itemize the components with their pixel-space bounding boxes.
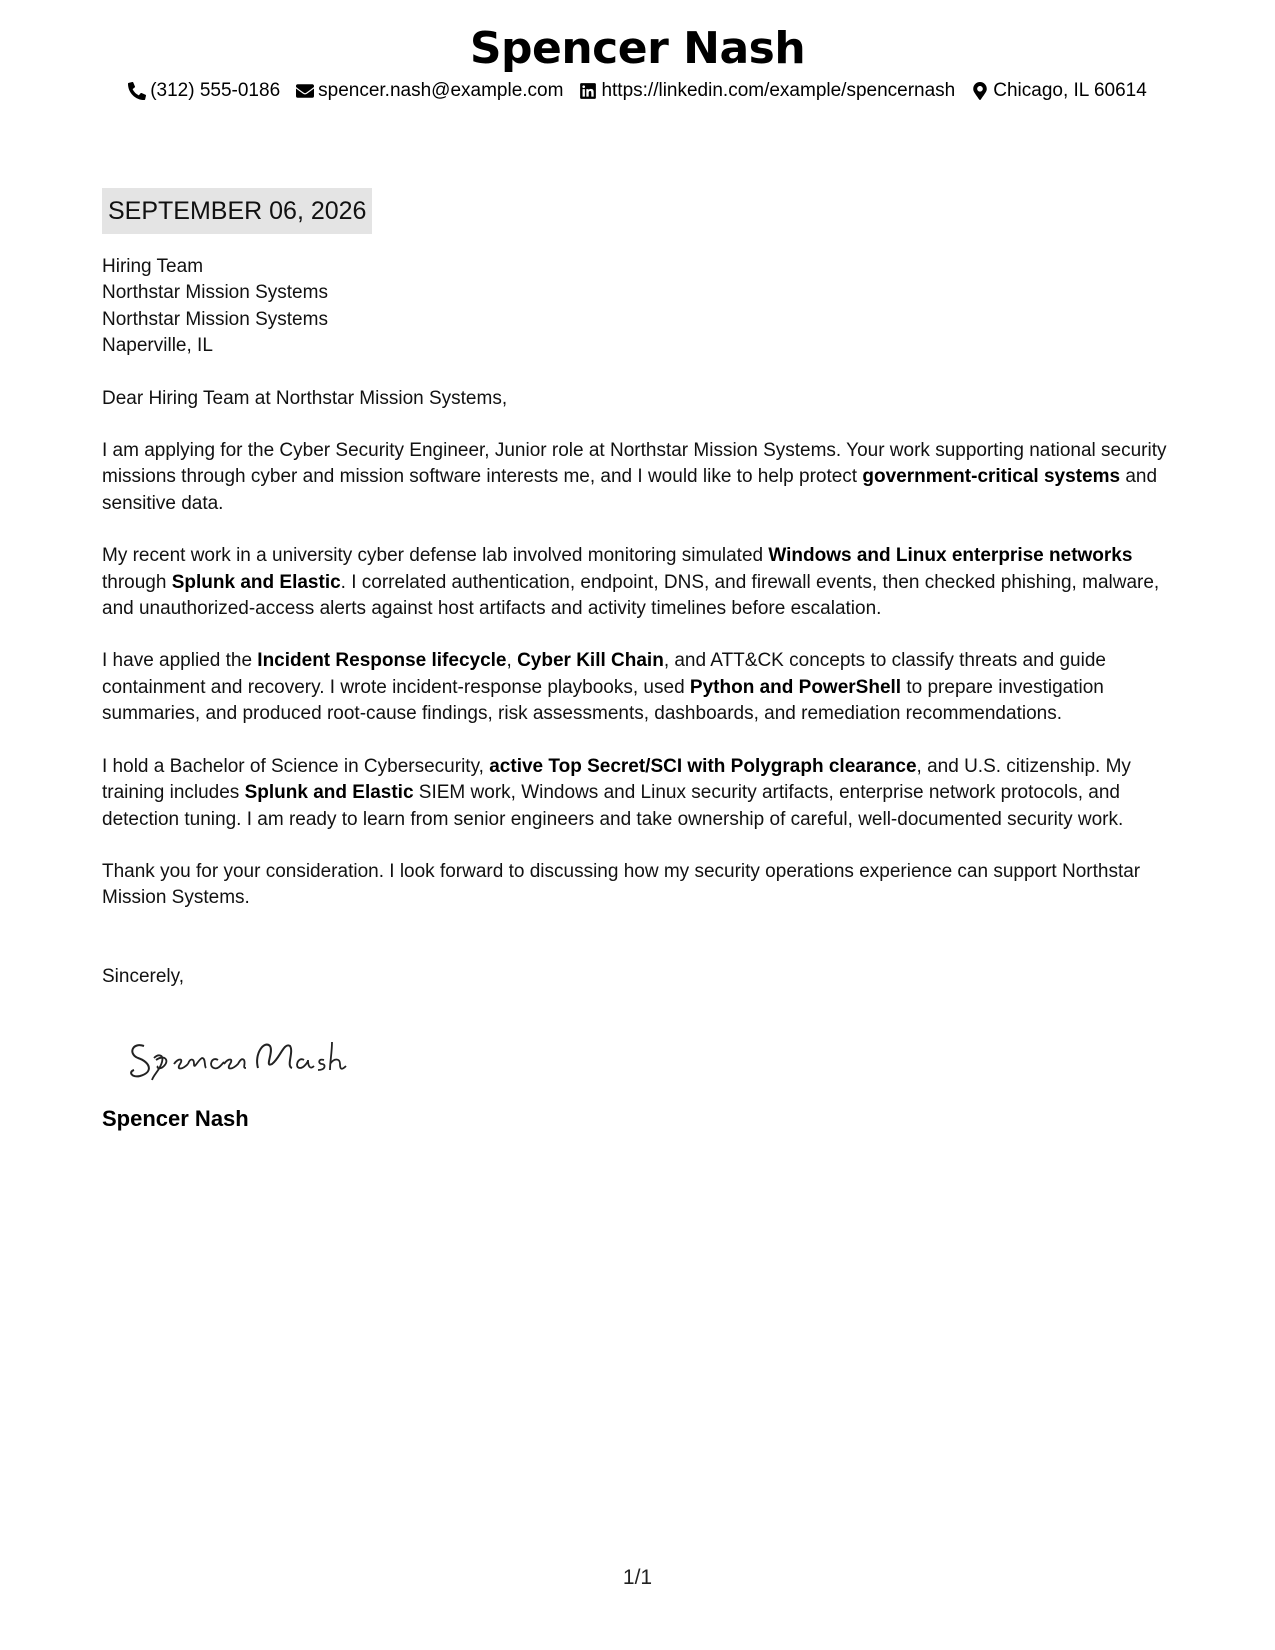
recipient-line: Northstar Mission Systems: [102, 282, 328, 304]
closing: Sincerely,: [102, 965, 185, 987]
body-paragraph: [102, 859, 1182, 912]
body-paragraph: [102, 543, 1182, 622]
contact-linkedin: [579, 78, 955, 104]
letter-date: SEPTEMBER 06, 2026: [102, 188, 372, 234]
paragraph-text: and sensitive data.: [102, 466, 1158, 514]
emphasized-text: Cyber Kill Chain: [517, 650, 664, 672]
emphasized-text: active Top Secret/SCI with Polygraph clearance: [489, 755, 917, 777]
emphasized-text: Splunk and Elastic: [244, 782, 414, 804]
body-paragraphs: [102, 438, 1182, 912]
paragraph-text: I hold a Bachelor of Science in Cybersecurity,: [102, 755, 490, 777]
emphasized-text: Incident Response lifecycle: [257, 650, 507, 672]
phone-text: (312) 555-0186: [150, 80, 281, 101]
contact-phone: [128, 78, 280, 104]
signed-name: Spencer Nash: [102, 1106, 249, 1132]
email-text: spencer.nash@example.com: [318, 80, 564, 101]
paragraph-text: . I correlated authentication, endpoint, DNS, and firewall events, then checked phishing, malware, and unauthorized-access alerts against host artifacts and activity timelines before escalation.: [102, 571, 1160, 620]
paragraph-text: to prepare investigation summaries, and produced root-cause findings, risk assessments, dashboards, and remediation recommendations.: [102, 676, 1104, 725]
emphasized-text: Python and PowerShell: [689, 676, 902, 698]
phone-icon: [128, 82, 146, 100]
paragraph-text: I have applied the: [102, 650, 258, 672]
body-paragraph: [102, 438, 1182, 517]
letter-body: [102, 188, 1182, 1133]
paragraph-text: ,: [506, 650, 518, 672]
paragraph-text: My recent work in a university cyber defense lab involved monitoring simulated: [102, 545, 769, 567]
body-paragraph: [102, 754, 1182, 833]
paragraph-text: , and ATT&CK concepts to classify threats and guide containment and recovery. I wrote incident-response playbooks, used: [102, 650, 1106, 698]
signature-image: [124, 1024, 364, 1084]
recipient-line: Hiring Team: [102, 256, 204, 277]
paragraph-text: I am applying for the Cyber Security Engineer, Junior role at Northstar Mission Systems. Your work supporting national security missions through cyber and mission software interests me, and I would like to help protect: [102, 440, 1167, 488]
contact-info-row: [0, 78, 1275, 104]
linkedin-text: https://linkedin.com/example/spencernash: [601, 80, 956, 101]
handwritten-signature: [124, 1024, 1182, 1084]
emphasized-text: Windows and Linux enterprise networks: [768, 545, 1133, 567]
page-number: 1/1: [622, 1566, 653, 1589]
location-text: Chicago, IL 60614: [993, 80, 1147, 101]
recipient-block: [102, 254, 1182, 360]
emphasized-text: government-critical systems: [862, 466, 1121, 488]
linkedin-icon: [579, 82, 597, 100]
applicant-name-heading: Spencer Nash: [469, 23, 806, 74]
body-paragraph: [102, 648, 1182, 727]
paragraph-text: through: [102, 571, 172, 593]
paragraph-text: SIEM work, Windows and Linux security artifacts, enterprise network protocols, and detection tuning. I am ready to learn from senior engineers and take ownership of careful, well-documented security work.: [102, 782, 1124, 830]
paragraph-text: , and U.S. citizenship. My training includes: [102, 755, 1131, 804]
salutation: Dear Hiring Team at Northstar Mission Systems,: [102, 387, 508, 409]
contact-email: [296, 78, 563, 104]
emphasized-text: Splunk and Elastic: [171, 571, 341, 593]
recipient-line: Naperville, IL: [102, 335, 213, 357]
envelope-icon: [296, 82, 314, 100]
map-pin-icon: [971, 82, 989, 100]
paragraph-text: Thank you for your consideration. I look forward to discussing how my security operations experience can support Northstar Mission Systems.: [102, 860, 1141, 909]
contact-location: [971, 78, 1147, 104]
recipient-line: Northstar Mission Systems: [102, 308, 328, 330]
